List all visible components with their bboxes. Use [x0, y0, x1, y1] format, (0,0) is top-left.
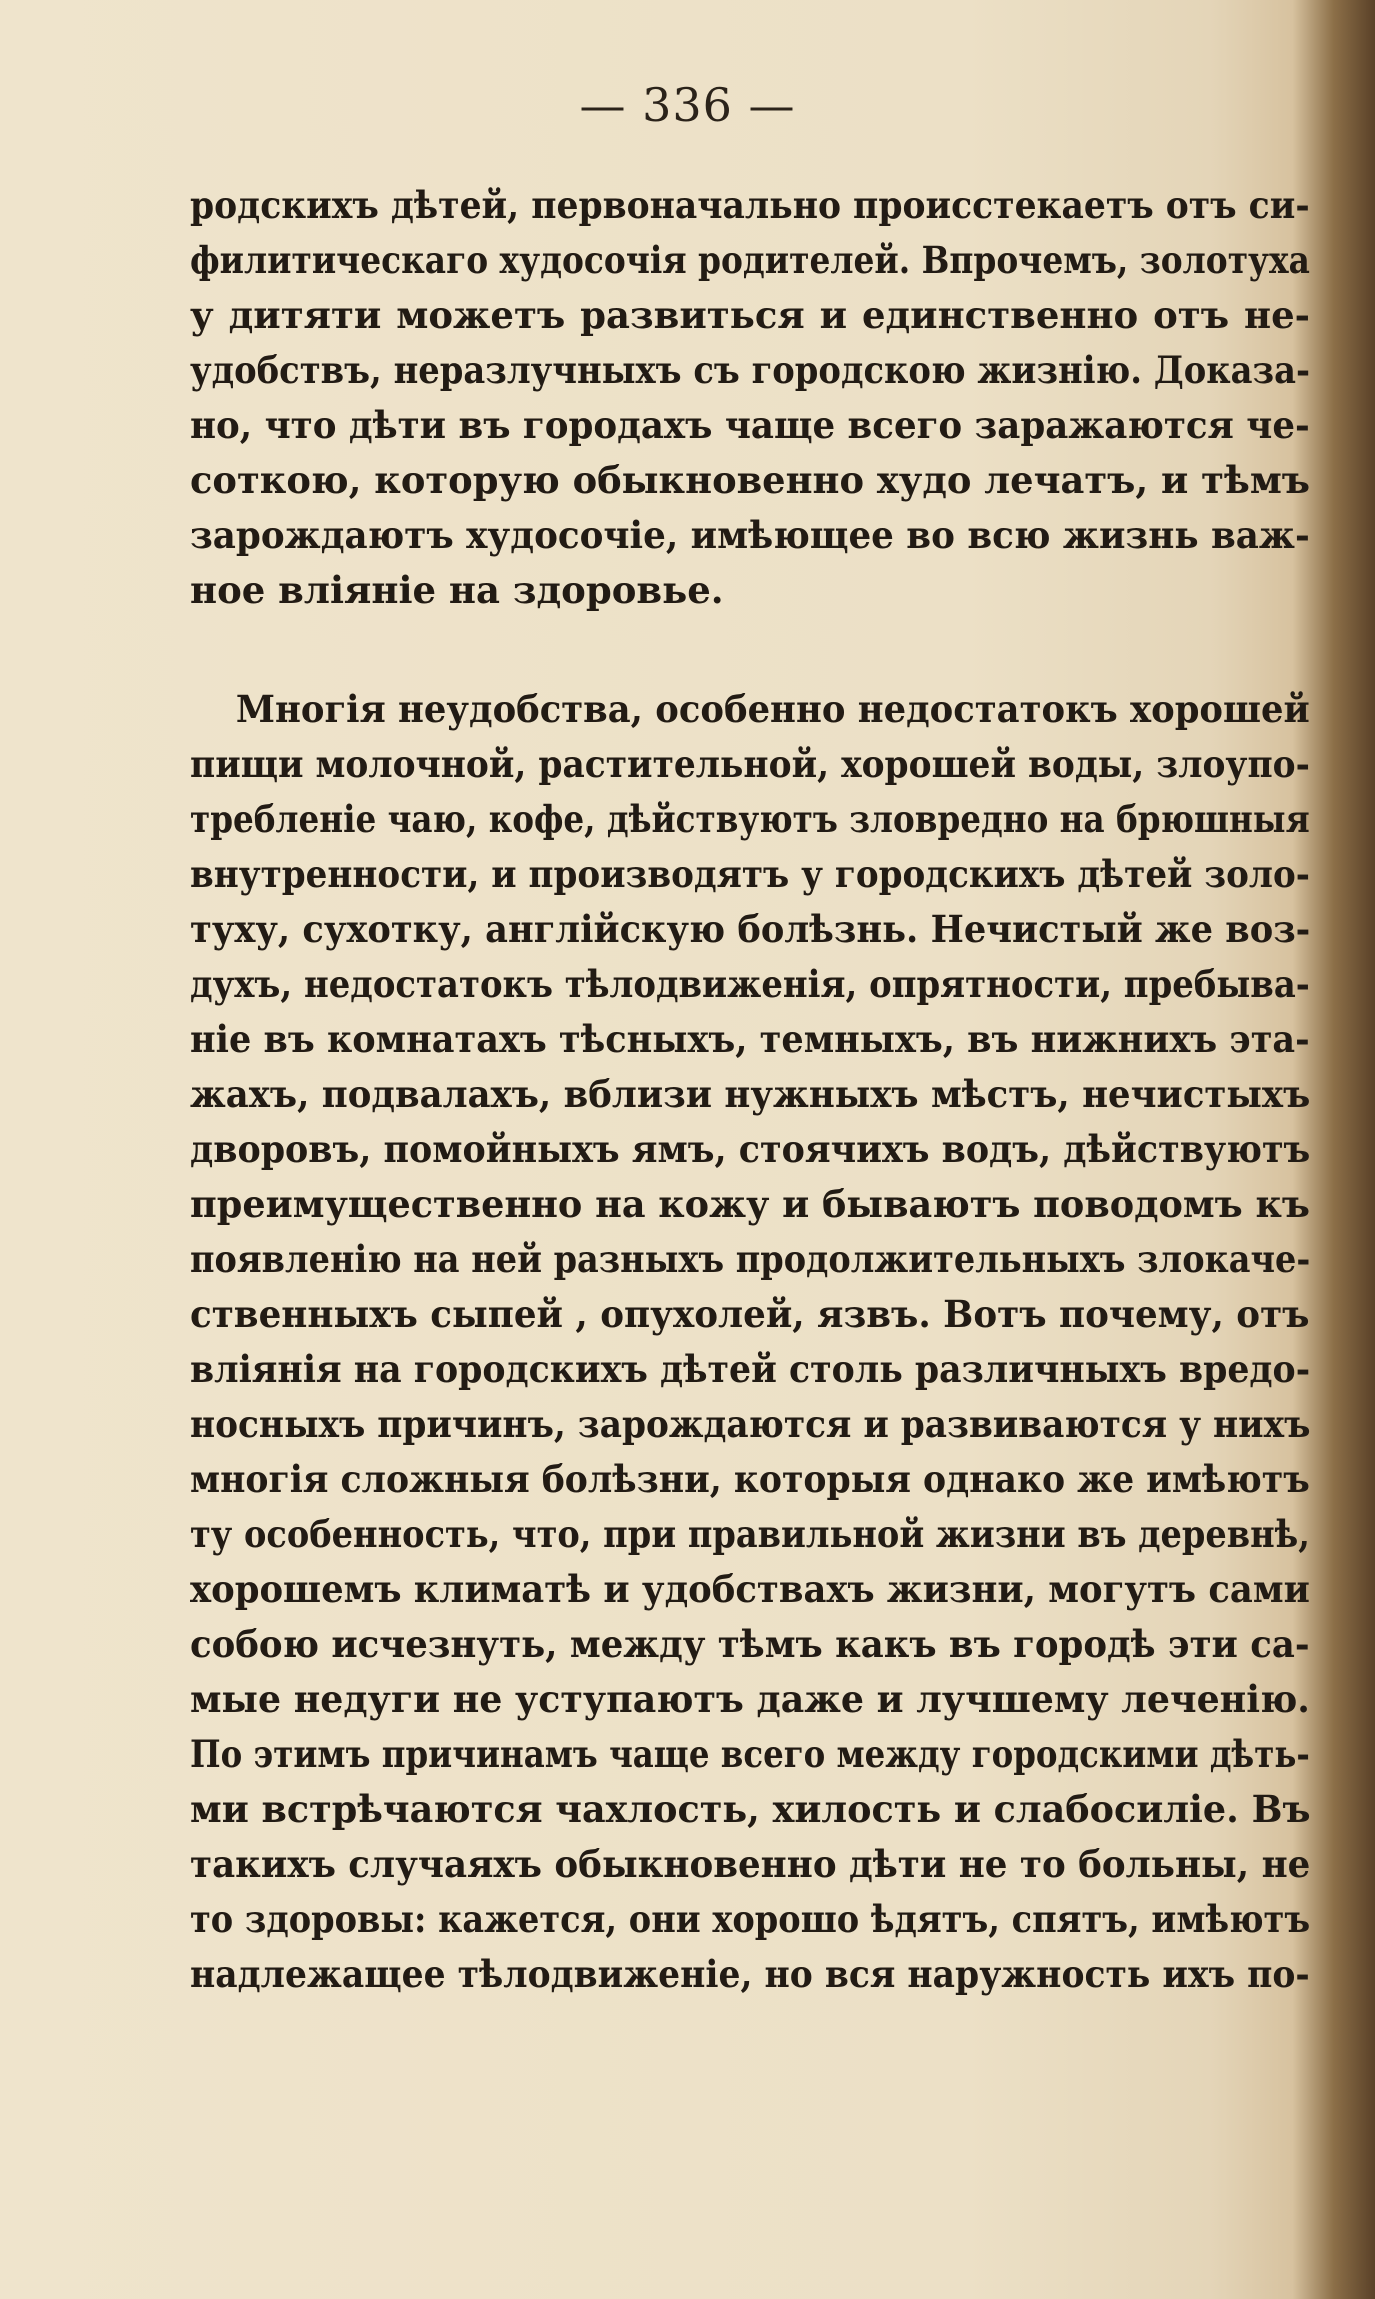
text-line: такихъ случаяхъ обыкновенно дѣти не то больны, не	[190, 1842, 1310, 1886]
text-line: Многія неудобства, особенно недостатокъ хорошей	[235, 687, 1310, 731]
page-number: — 336 —	[579, 78, 796, 132]
text-line: требленіе чаю, кофе, дѣйствуютъ зловредно на брюшныя	[190, 797, 1310, 841]
text-line: мые недуги не уступаютъ даже и лучшему леченію.	[190, 1677, 1310, 1721]
text-line: пищи молочной, растительной, хорошей воды, злоупо-	[190, 742, 1310, 786]
text-line: духъ, недостатокъ тѣлодвиженія, опрятности, пребыва-	[190, 962, 1310, 1006]
text-line: вліянія на городскихъ дѣтей столь различныхъ вредо-	[190, 1347, 1310, 1391]
text-line: ственныхъ сыпей , опухолей, язвъ. Вотъ почему, отъ	[190, 1292, 1310, 1336]
text-line: надлежащее тѣлодвиженіе, но вся наружность ихъ по-	[190, 1952, 1310, 1996]
text-line: филитическаго худосочія родителей. Впрочемъ, золотуха	[190, 238, 1310, 282]
text-line: туху, сухотку, англійскую болѣзнь. Нечистый же воз-	[190, 907, 1310, 951]
text-line: ту особенность, что, при правильной жизни въ деревнѣ,	[190, 1512, 1310, 1556]
paragraph-2	[190, 682, 1310, 2002]
text-line: дворовъ, помойныхъ ямъ, стоячихъ водъ, дѣйствуютъ	[190, 1127, 1310, 1171]
text-line: ми встрѣчаются чахлость, хилость и слабосиліе. Въ	[190, 1787, 1310, 1831]
text-line: появленію на ней разныхъ продолжительныхъ злокаче-	[190, 1237, 1310, 1281]
text-line: внутренности, и производятъ у городскихъ дѣтей золо-	[190, 852, 1310, 896]
text-line: По этимъ причинамъ чаще всего между городскими дѣть-	[190, 1732, 1310, 1776]
text-line: удобствъ, неразлучныхъ съ городскою жизнію. Доказа-	[190, 348, 1310, 392]
text-line: соткою, которую обыкновенно худо лечатъ, и тѣмъ	[190, 458, 1310, 502]
text-line: у дитяти можетъ развиться и единственно отъ не-	[190, 293, 1310, 337]
text-line: собою исчезнуть, между тѣмъ какъ въ городѣ эти са-	[190, 1622, 1310, 1666]
text-line: многія сложныя болѣзни, которыя однако же имѣютъ	[190, 1457, 1310, 1501]
text-line: но, что дѣти въ городахъ чаще всего заражаются че-	[190, 403, 1310, 447]
paragraph-1	[190, 178, 1310, 618]
text-line: носныхъ причинъ, зарождаются и развиваются у нихъ	[190, 1402, 1310, 1446]
text-line: ніе въ комнатахъ тѣсныхъ, темныхъ, въ нижнихъ эта-	[190, 1017, 1310, 1061]
text-line: то здоровы: кажется, они хорошо ѣдятъ, спятъ, имѣютъ	[190, 1897, 1310, 1941]
text-line: хорошемъ климатѣ и удобствахъ жизни, могутъ сами	[190, 1567, 1310, 1611]
text-line: ное вліяніе на здоровье.	[190, 568, 724, 612]
text-line: зарождаютъ худосочіе, имѣющее во всю жизнь важ-	[190, 513, 1310, 557]
text-line: родскихъ дѣтей, первоначально происстекаетъ отъ си-	[190, 183, 1310, 227]
text-line: жахъ, подвалахъ, вблизи нужныхъ мѣстъ, нечистыхъ	[190, 1072, 1310, 1116]
text-line: преимущественно на кожу и бываютъ поводомъ къ	[190, 1182, 1310, 1226]
